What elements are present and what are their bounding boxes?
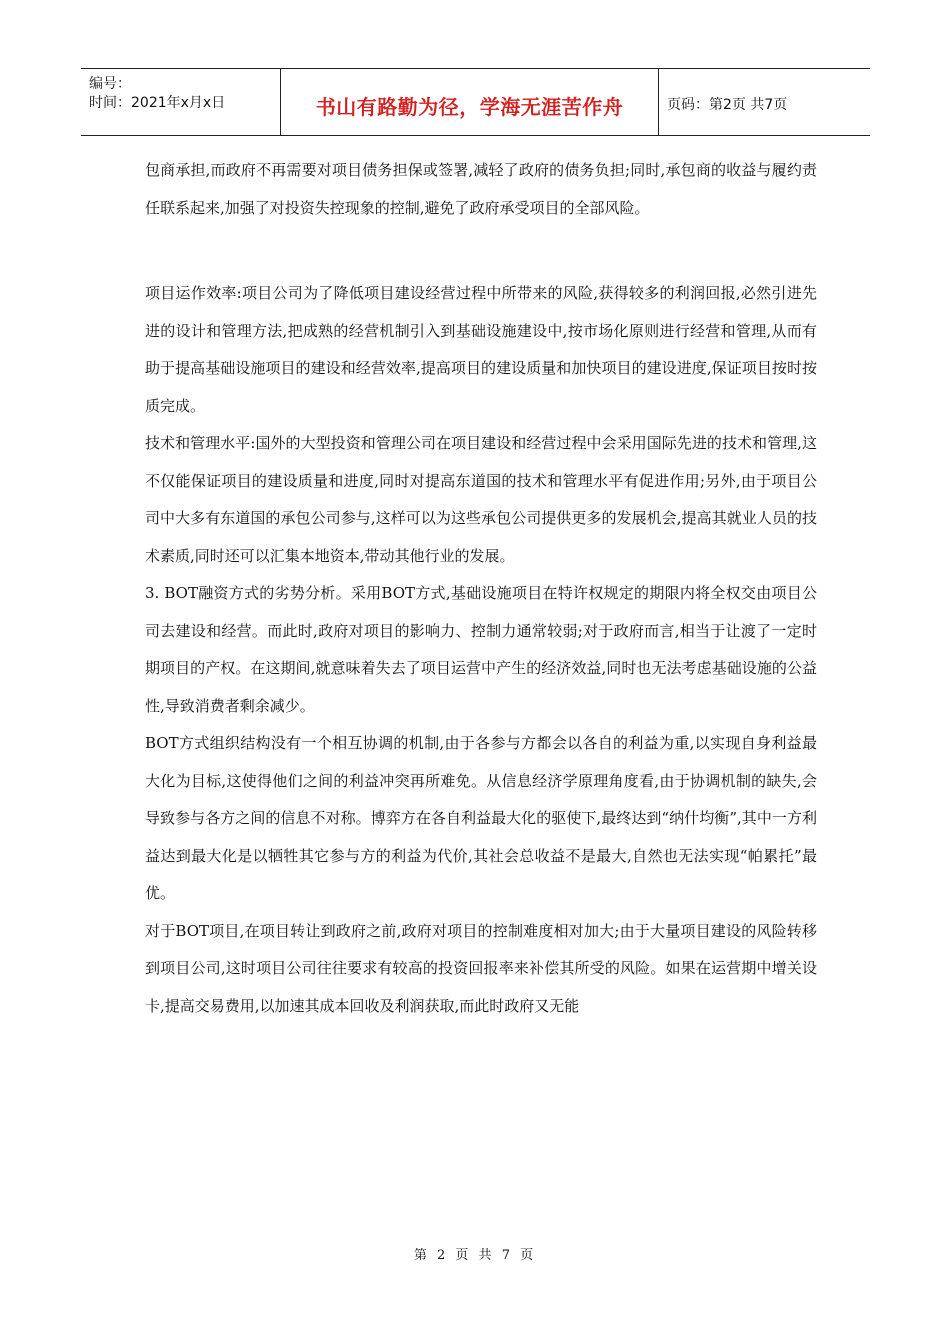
paragraph-project-transfer: 对于BOT项目,在项目转让到政府之前,政府对项目的控制难度相对加大;由于大量项目建设的风险转移到项目公司,这时项目公司往往要求有较高的投资回报率来补偿其所受的风险。如果在运营期中增关设卡,提高交易费用,以加速其成本回收及利润获取,而此时政府又无能 <box>145 921 817 1015</box>
header-motto: 书山有路勤为径，学海无涯苦作舟 <box>315 94 624 119</box>
header-page-code: 页码：第2页 共7页 <box>667 97 788 113</box>
header-page-cell <box>659 69 870 135</box>
header-motto-cell <box>281 69 659 135</box>
header-meta-cell <box>81 69 281 135</box>
paragraph-spacer <box>145 227 817 275</box>
document-number-label: 编号： <box>89 76 131 92</box>
document-header <box>81 68 870 136</box>
paragraph-bot-disadvantages: 3. BOT融资方式的劣势分析。采用BOT方式,基础设施项目在特许权规定的期限内将全权交由项目公司去建设和经营。而此时,政府对项目的影响力、控制力通常较弱;对于政府而言,相当于让渡了一定时期项目的产权。在这期间,就意味着失去了项目运营中产生的经济效益,同时也无法考虑基础设施的公益性,导致消费者剩余减少。 <box>145 584 817 715</box>
paragraph-coordination-mechanism: BOT方式组织结构没有一个相互协调的机制,由于各参与方都会以各自的利益为重,以实现自身利益最大化为目标,这使得他们之间的利益冲突再所难免。从信息经济学原理角度看,由于协调机制的缺失,会导致参与各方之间的信息不对称。博弈方在各自利益最大化的驱使下,最终达到“纳什均衡”,其中一方利益达到最大化是以牺牲其它参与方的利益为代价,其社会总收益不是最大,自然也无法实现“帕累托”最优。 <box>145 734 817 902</box>
paragraph-operation-efficiency: 项目运作效率:项目公司为了降低项目建设经营过程中所带来的风险,获得较多的利润回报,必然引进先进的设计和管理方法,把成熟的经营机制引入到基础设施建设中,按市场化原则进行经营和管理,从而有助于提高基础设施项目的建设和经营效率,提高项目的建设质量和加快项目的建设进度,保证项目按时按质完成。 <box>145 284 817 415</box>
paragraph-continued: 包商承担,而政府不再需要对项目债务担保或签署,减轻了政府的债务负担;同时,承包商的收益与履约责任联系起来,加强了对投资失控现象的控制,避免了政府承受项目的全部风险。 <box>145 161 817 217</box>
paragraph-technology-management: 技术和管理水平:国外的大型投资和管理公司在项目建设和经营过程中会采用国际先进的技术和管理,这不仅能保证项目的建设质量和进度,同时对提高东道国的技术和管理水平有促进作用;另外,由于项目公司中大多有东道国的承包公司参与,这样可以为这些承包公司提供更多的发展机会,提高其就业人员的技术素质,同时还可以汇集本地资本,带动其他行业的发展。 <box>145 434 817 565</box>
document-body <box>145 152 817 1025</box>
page-footer: 第 2 页 共 7 页 <box>413 1248 537 1263</box>
document-date-label: 时间：2021年x月x日 <box>89 95 226 111</box>
